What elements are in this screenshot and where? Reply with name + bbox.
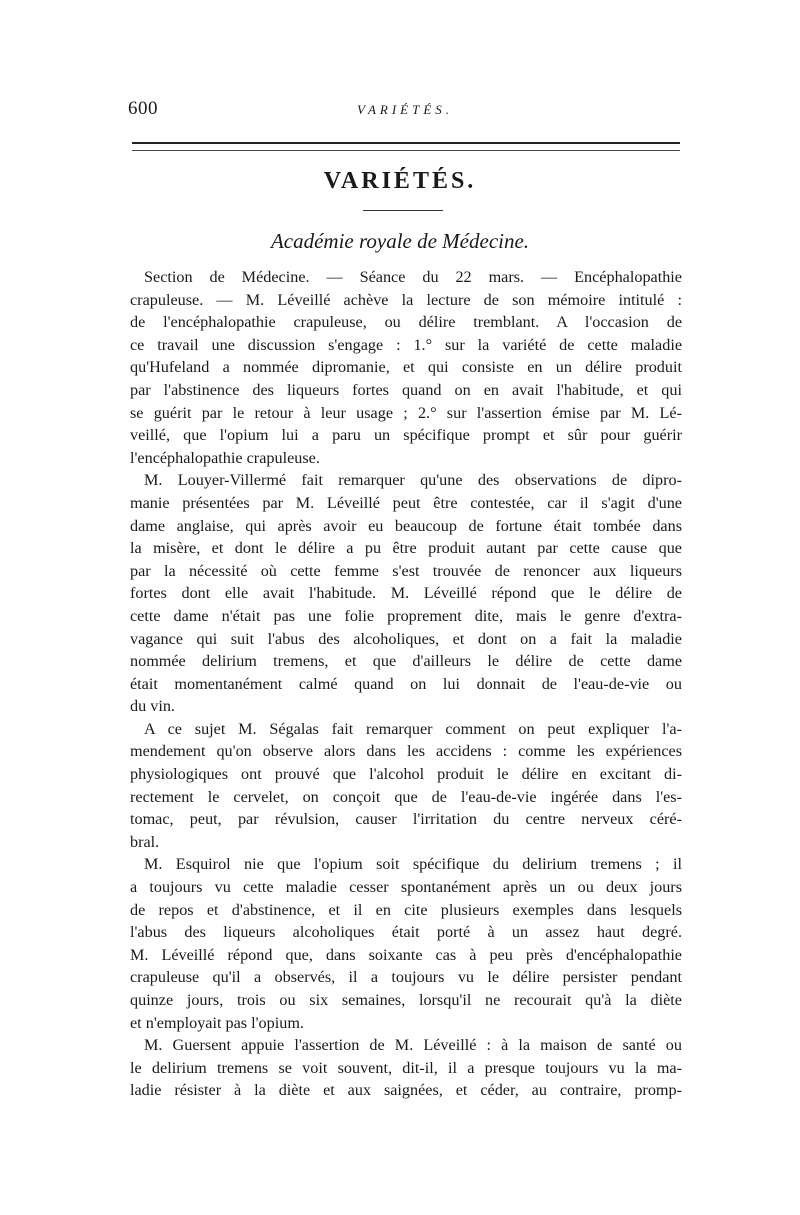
text-line: M. Léveillé répond que, dans soixante cas à peu près d'encéphalopathie	[130, 945, 682, 964]
text-line: M. Esquirol nie que l'opium soit spécifique du delirium tremens ; il	[144, 855, 682, 874]
text-line: était momentanément calmé quand on lui donnait de l'eau-de-vie ou	[130, 674, 682, 693]
text-line: M. Guersent appuie l'assertion de M. Léveillé : à la maison de santé ou	[144, 1036, 682, 1055]
title-rule	[363, 210, 443, 211]
header-double-rule	[132, 142, 680, 151]
text-line: physiologiques ont prouvé que l'alcohol produit le délire en excitant di-	[130, 765, 682, 784]
text-line: dame anglaise, qui après avoir eu beaucoup de fortune était tombée dans	[130, 516, 682, 535]
text-line: A ce sujet M. Ségalas fait remarquer comment on peut expliquer l'a-	[144, 719, 682, 738]
text-line: fortes dont elle avait l'habitude. M. Léveillé répond que le délire de	[130, 584, 682, 603]
text-line: l'abus des liqueurs alcoholiques était porté à un assez haut degré.	[130, 923, 682, 942]
text-line: ladie résister à la diète et aux saignées, et céder, au contraire, promp-	[130, 1081, 682, 1100]
running-head	[128, 98, 682, 126]
text-line: par l'abstinence des liqueurs fortes quand on en avait l'habitude, et qui	[130, 380, 682, 399]
text-line: M. Louyer-Villermé fait remarquer qu'une des observations de dipro-	[144, 471, 682, 490]
text-line: veillé, que l'opium lui a paru un spécifique prompt et sûr pour guérir	[130, 426, 682, 445]
text-line: bral.	[130, 832, 160, 851]
section-title: VARIÉTÉS.	[323, 168, 477, 194]
page-number: 600	[128, 98, 158, 119]
text-line: par la nécessité où cette femme s'est trouvée de renoncer aux liqueurs	[130, 561, 682, 580]
text-line: vagance qui suit l'abus des alcoholiques, et dont on a fait la maladie	[130, 629, 682, 648]
text-line: de repos et d'abstinence, et il en cite plusieurs exemples dans lesquels	[130, 900, 682, 919]
text-line: de l'encéphalopathie crapuleuse, ou délire tremblant. A l'occasion de	[130, 313, 682, 332]
text-line: nommée delirium tremens, et que d'ailleurs le délire de cette dame	[130, 652, 682, 671]
text-line: crapuleuse qu'il a observés, il a toujours vu le délire persister pendant	[130, 968, 682, 987]
text-line: ce travail une discussion s'engage : 1.° sur la variété de cette maladie	[130, 335, 682, 354]
text-line: tomac, peut, par révulsion, causer l'irritation du centre nerveux céré-	[130, 810, 682, 829]
subheading: Académie royale de Médecine.	[270, 229, 530, 253]
text-line: manie présentées par M. Léveillé peut être contestée, car il s'agit d'une	[130, 493, 682, 512]
text-line: se guérit par le retour à leur usage ; 2.° sur l'assertion émise par M. Lé-	[130, 403, 682, 422]
text-line: du vin.	[130, 697, 175, 716]
text-line: le delirium tremens se voit souvent, dit-il, il a presque toujours vu la ma-	[130, 1058, 682, 1077]
text-line: quinze jours, trois ou six semaines, lorsqu'il ne recourait qu'à la diète	[130, 991, 682, 1009]
text-line: cette dame n'était pas une folie proprement dite, mais le genre d'extra-	[130, 606, 682, 625]
text-line: la misère, et dont le délire a pu être produit autant par cette cause que	[130, 539, 682, 558]
text-line: qu'Hufeland a nommée dipromanie, et qui consiste en un délire produit	[130, 358, 682, 377]
text-line: l'encéphalopathie crapuleuse.	[130, 448, 320, 467]
text-line: mendement qu'on observe alors dans les accidens : comme les expériences	[130, 742, 682, 761]
text-line: crapuleuse. — M. Léveillé achève la lecture de son mémoire intitulé :	[130, 290, 682, 309]
text-line: Section de Médecine. — Séance du 22 mars. — Encéphalopathie	[144, 268, 682, 286]
running-title: VARIÉTÉS.	[356, 102, 454, 117]
text-line: rectement le cervelet, on conçoit que de l'eau-de-vie ingérée dans l'es-	[130, 787, 682, 806]
text-line: et n'employait pas l'opium.	[130, 1013, 304, 1032]
text-line: a toujours vu cette maladie cesser spontanément après un ou deux jours	[130, 878, 682, 897]
article-body	[130, 266, 682, 1102]
